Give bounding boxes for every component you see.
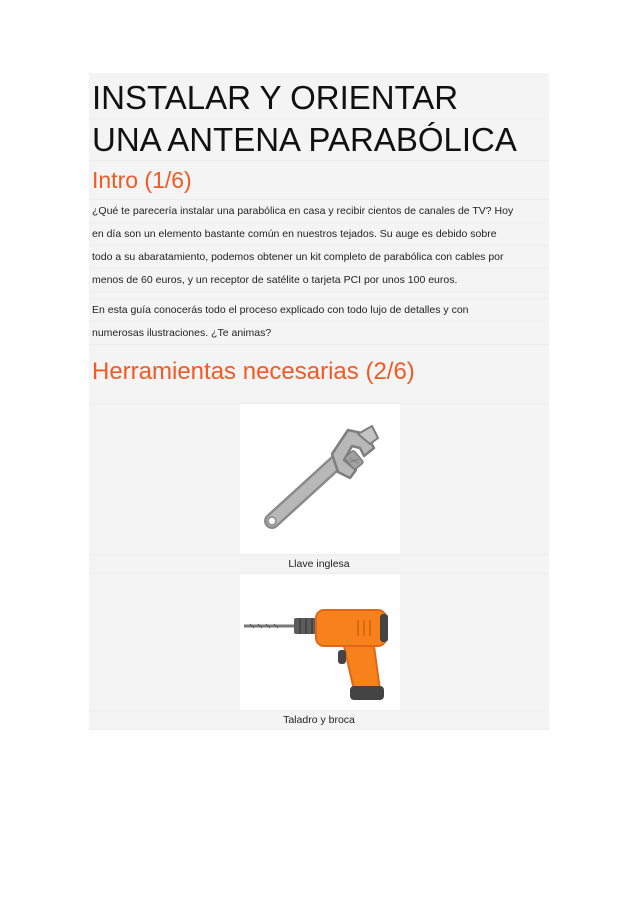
tool-item-wrench xyxy=(89,404,549,555)
intro-paragraph-1-row2 xyxy=(89,223,549,246)
paragraph-line: numerosas ilustraciones. ¿Te animas? xyxy=(92,327,272,339)
intro-paragraph-1-row3 xyxy=(89,246,549,269)
intro-paragraph-1-row4 xyxy=(89,269,549,292)
page-title-line-1: INSTALAR Y ORIENTAR xyxy=(92,79,459,116)
tools-heading-row xyxy=(89,345,549,404)
intro-paragraph-2 xyxy=(89,299,549,322)
intro-paragraph-1 xyxy=(89,200,549,223)
page-title-line-2: UNA ANTENA PARABÓLICA xyxy=(92,121,517,158)
intro-paragraph-2-row2 xyxy=(89,322,549,345)
paragraph-line: ¿Qué te parecería instalar una parabólica en casa y recibir cientos de canales de TV? Hoy xyxy=(92,205,514,217)
title-block xyxy=(89,73,549,119)
tools-heading: Herramientas necesarias (2/6) xyxy=(92,358,415,385)
drill-icon xyxy=(240,574,400,710)
wrench-caption: Llave inglesa xyxy=(288,558,350,570)
wrench-icon xyxy=(240,404,400,554)
wrench-image xyxy=(240,404,400,554)
paragraph-line: En esta guía conocerás todo el proceso explicado con todo lujo de detalles y con xyxy=(92,304,469,316)
paragraph-line: menos de 60 euros, y un receptor de satélite o tarjeta PCI por unos 100 euros. xyxy=(92,274,458,286)
paragraph-gap xyxy=(89,292,549,299)
intro-heading-row xyxy=(89,161,549,200)
drill-image xyxy=(240,574,400,710)
intro-heading: Intro (1/6) xyxy=(92,167,192,193)
title-block-2 xyxy=(89,119,549,161)
paragraph-line: en día son un elemento bastante común en nuestros tejados. Su auge es debido sobre xyxy=(92,228,497,240)
drill-caption: Taladro y broca xyxy=(283,714,355,726)
paragraph-line: todo a su abaratamiento, podemos obtener un kit completo de parabólica con cables por xyxy=(92,251,504,263)
tool-item-drill xyxy=(89,574,549,711)
caption-row-drill xyxy=(89,711,549,730)
caption-row-wrench xyxy=(89,555,549,574)
document-page xyxy=(89,73,549,730)
